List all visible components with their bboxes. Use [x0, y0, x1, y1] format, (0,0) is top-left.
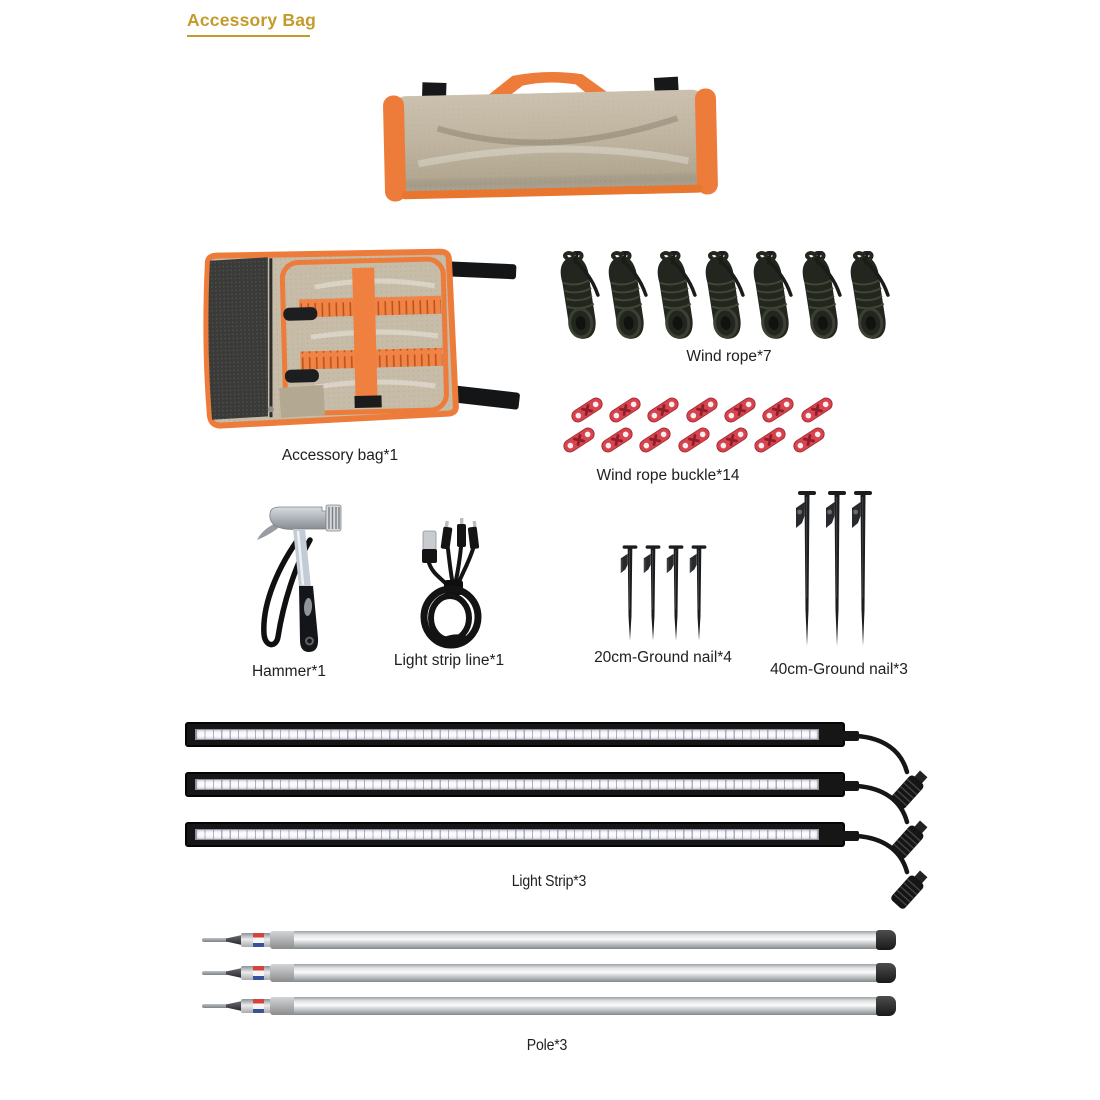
pole-photo [202, 962, 896, 984]
wind-rope-label: Wind rope*7 [686, 348, 772, 365]
pole-collar [270, 997, 296, 1015]
ground-nail-20cm-photo [664, 539, 688, 646]
ground-nail-20cm-photo [641, 539, 665, 646]
light-strip-line-label: Light strip line*1 [393, 652, 505, 669]
wind-rope-buckle-photo [713, 425, 751, 455]
pole-tip-pin [202, 971, 228, 975]
title-underline [187, 35, 310, 37]
pole-tip-pin [202, 938, 228, 942]
ground-nail-40cm-label: 40cm-Ground nail*3 [770, 661, 908, 678]
ground-nail-20cm-photo [687, 539, 711, 646]
pole-photo [202, 929, 896, 951]
pole-end-cap [876, 996, 896, 1016]
wind-rope-buckle-photo [759, 395, 797, 425]
wind-rope-photo [751, 251, 795, 343]
led-window [195, 829, 819, 840]
pole-shaft [294, 931, 878, 949]
accessory-bag-label: Accessory bag*1 [281, 447, 399, 464]
wind-rope-photo [848, 251, 892, 343]
pole-photo [202, 995, 896, 1017]
accessory-bag-open-photo [196, 246, 518, 434]
pole-end-cap [876, 963, 896, 983]
page-title: Accessory Bag [187, 10, 317, 30]
wind-rope-buckle-photo [798, 395, 836, 425]
pole-shaft [294, 964, 878, 982]
pole-label-band [253, 999, 264, 1013]
pole-cone [226, 1001, 242, 1011]
wind-rope-buckle-label: Wind rope buckle*14 [596, 467, 740, 484]
ground-nail-20cm-photo [618, 539, 642, 646]
wind-rope-photo [800, 251, 844, 343]
pole-tip-pin [202, 1004, 228, 1008]
light-strip-photo [185, 722, 845, 747]
rolled-accessory-bag-photo [378, 66, 723, 206]
ground-nail-40cm-photo [793, 488, 821, 648]
strip-cable-plug [843, 826, 938, 918]
pole-collar [270, 964, 296, 982]
pole-cone [226, 935, 242, 945]
wind-rope-buckle-photo [644, 395, 682, 425]
led-window [195, 729, 819, 740]
wind-rope-photo [703, 251, 747, 343]
light-strip-label: Light Strip*3 [511, 873, 587, 890]
led-window [195, 779, 819, 790]
pole-shaft [294, 997, 878, 1015]
wind-rope-buckle-photo [790, 425, 828, 455]
ground-nail-40cm-photo [849, 488, 877, 648]
wind-rope-buckle-photo [636, 425, 674, 455]
wind-rope-buckle-photo [683, 395, 721, 425]
pole-label: Pole*3 [526, 1037, 568, 1054]
wind-rope-buckle-photo [751, 425, 789, 455]
light-strip-photo [185, 822, 845, 847]
wind-rope-buckle-photo [721, 395, 759, 425]
pole-end-cap [876, 930, 896, 950]
ground-nail-40cm-photo [823, 488, 851, 648]
pole-collar [270, 931, 296, 949]
light-strip-photo [185, 772, 845, 797]
hammer-photo [240, 500, 345, 658]
light-strip-line-photo [403, 517, 498, 649]
wind-rope-photo [606, 251, 650, 343]
wind-rope-buckle-photo [560, 425, 598, 455]
pole-label-band [253, 933, 264, 947]
pole-label-band [253, 966, 264, 980]
hammer-label: Hammer*1 [251, 663, 327, 680]
wind-rope-buckle-photo [675, 425, 713, 455]
wind-rope-buckle-photo [606, 395, 644, 425]
wind-rope-photo [558, 251, 602, 343]
wind-rope-buckle-photo [568, 395, 606, 425]
ground-nail-20cm-label: 20cm-Ground nail*4 [594, 649, 732, 666]
wind-rope-buckle-photo [598, 425, 636, 455]
pole-cone [226, 968, 242, 978]
wind-rope-photo [655, 251, 699, 343]
